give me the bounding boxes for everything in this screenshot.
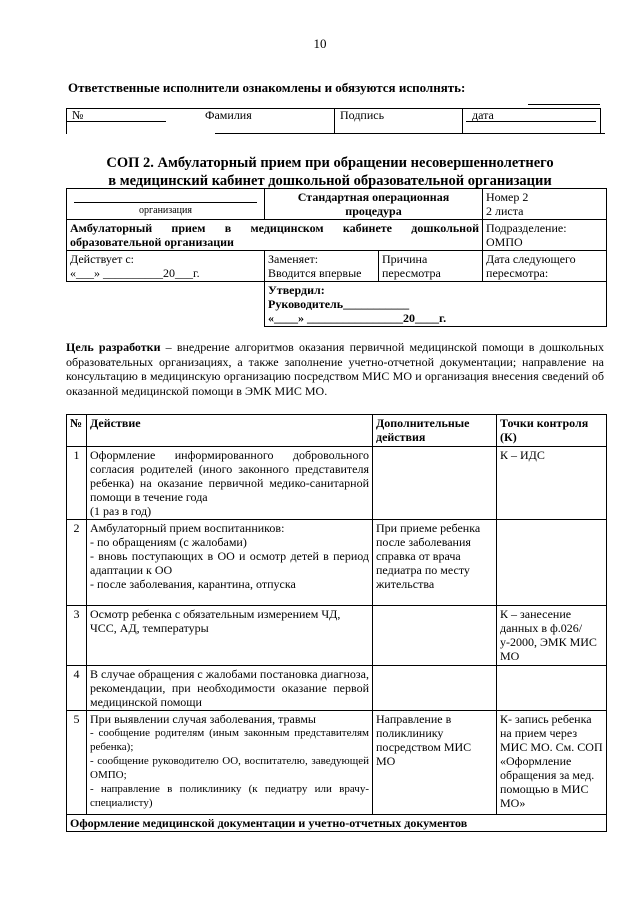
purpose-text: – внедрение алгоритмов оказания первичной медицинской помощи в дошкольных образовательных организациях, а также заполнение учетно-отчетной документации; направление на консультацию в медицинскую организацию посредством МИС МО и организация внесения сведений об оказанной медицинской помощи в ЭМК МИС МО. (66, 340, 604, 398)
reason-cell (379, 251, 483, 282)
row-no: 1 (67, 447, 87, 520)
sop-type-cell (265, 189, 483, 220)
header-extra: Дополнительные действия (373, 415, 497, 447)
sop-title-line-1: СОП 2. Амбулаторный прием при обращении несовершеннолетнего (106, 155, 554, 171)
next-review-value: пересмотра: (486, 266, 549, 280)
row-no: 5 (67, 711, 87, 815)
row-action (87, 447, 373, 520)
replaces-value: Вводится впервые (268, 266, 362, 280)
next-review-cell (483, 251, 607, 282)
ack-heading: Ответственные исполнители ознакомлены и обязуются исполнять: (68, 80, 466, 95)
sop-sheets: 2 листа (486, 204, 524, 218)
table-row (67, 666, 607, 711)
row-control (497, 666, 607, 711)
row-action-item: - вновь поступающих в ОО и осмотр детей в период адаптации к ОО (90, 549, 369, 577)
table-row (67, 520, 607, 606)
row-no: 4 (67, 666, 87, 711)
ack-col-signature: Подпись (340, 108, 385, 122)
row-extra (373, 606, 497, 666)
department-value: ОМПО (486, 235, 523, 249)
table-row (67, 447, 607, 520)
row-control: К – ИДС (497, 447, 607, 520)
reason-label: Причина (382, 252, 428, 266)
row-action-text: Амбулаторный прием воспитанников: (90, 521, 285, 535)
row-action-item: - направление в поликлинику (к педиатру или врачу-специалисту) (90, 783, 369, 809)
row-extra (373, 447, 497, 520)
purpose-label: Цель разработки (66, 340, 161, 354)
sop-type-line-1: Стандартная операционная (297, 190, 450, 204)
header-no: № (67, 415, 87, 447)
row-no: 2 (67, 520, 87, 606)
org-label: организация (139, 205, 192, 216)
valid-from-cell (67, 251, 265, 282)
row-action: Осмотр ребенка с обязательным измерением ЧД, ЧСС, АД, температуры (87, 606, 373, 666)
valid-from-label: Действует с: (70, 252, 134, 266)
sop-type-line-2: процедура (345, 204, 402, 218)
replaces-label: Заменяет: (268, 252, 319, 266)
table-header-row (67, 415, 607, 447)
row-action-text: При выявлении случая заболевания, травмы (90, 712, 316, 726)
row-control (497, 520, 607, 606)
department-cell (483, 220, 607, 251)
sop-number: Номер 2 (486, 190, 529, 204)
reason-value: пересмотра (382, 266, 441, 280)
row-action-item: - после заболевания, карантина, отпуска (90, 577, 296, 591)
row-action (87, 520, 373, 606)
table-footer: Оформление медицинской документации и учетно-отчетных документов (67, 815, 607, 832)
row-extra: Направление в поликлинику посредством МИС МО (373, 711, 497, 815)
sop-meta-table (66, 188, 607, 327)
replaces-cell (265, 251, 379, 282)
table-footer-row (67, 815, 607, 832)
row-control: К- запись ребенка на прием через МИС МО. См. СОП «Оформление обращения за мед. помощью в МИС МО» (497, 711, 607, 815)
ack-col-surname: Фамилия (205, 108, 252, 122)
approval-cell (265, 282, 607, 327)
approved-date: «____» ________________20____г. (268, 311, 447, 325)
table-row (67, 711, 607, 815)
approved-label: Утвердил: (268, 283, 325, 297)
head-label: Руководитель___________ (268, 297, 410, 311)
sop-title-line-2: в медицинский кабинет дошкольной образовательной организации (108, 173, 552, 189)
next-review-label: Дата следующего (486, 252, 576, 266)
actions-table (66, 414, 607, 832)
number-cell (483, 189, 607, 220)
row-no: 3 (67, 606, 87, 666)
sop-title (60, 154, 600, 190)
row-extra: При приеме ребенка после заболевания справка от врача педиатра по месту жительства (373, 520, 497, 606)
row-control: К – занесение данных в ф.026/у-2000, ЭМК МИС МО (497, 606, 607, 666)
row-action-item: - сообщение родителям (иным законным представителям ребенка); (90, 727, 369, 753)
procedure-name: Амбулаторный прием в медицинском кабинете дошкольной образовательной организации (67, 220, 483, 251)
row-action-text: Оформление информированного добровольного согласия родителей (иного законного представителя ребенка) на оказание первичной медико-санитарной помощи в течение года (90, 448, 369, 504)
department-label: Подразделение: (486, 221, 567, 235)
ack-col-no: № (72, 108, 84, 122)
table-row (67, 606, 607, 666)
row-action: В случае обращения с жалобами постановка диагноза, рекомендации, при необходимости оказание первой медицинской помощи (87, 666, 373, 711)
row-action (87, 711, 373, 815)
org-cell (67, 189, 265, 220)
row-extra (373, 666, 497, 711)
header-control: Точки контроля (К) (497, 415, 607, 447)
ack-col-date: дата (472, 108, 494, 122)
header-action: Действие (87, 415, 373, 447)
purpose-paragraph (66, 340, 604, 398)
row-action-note: (1 раз в год) (90, 504, 152, 518)
row-action-item: - по обращениям (с жалобами) (90, 535, 247, 549)
row-action-item: - сообщение руководителю ОО, воспитателю, заведующей ОМПО; (90, 755, 369, 781)
page-number: 10 (313, 36, 327, 51)
valid-from-value: «___» __________20___г. (70, 266, 200, 280)
